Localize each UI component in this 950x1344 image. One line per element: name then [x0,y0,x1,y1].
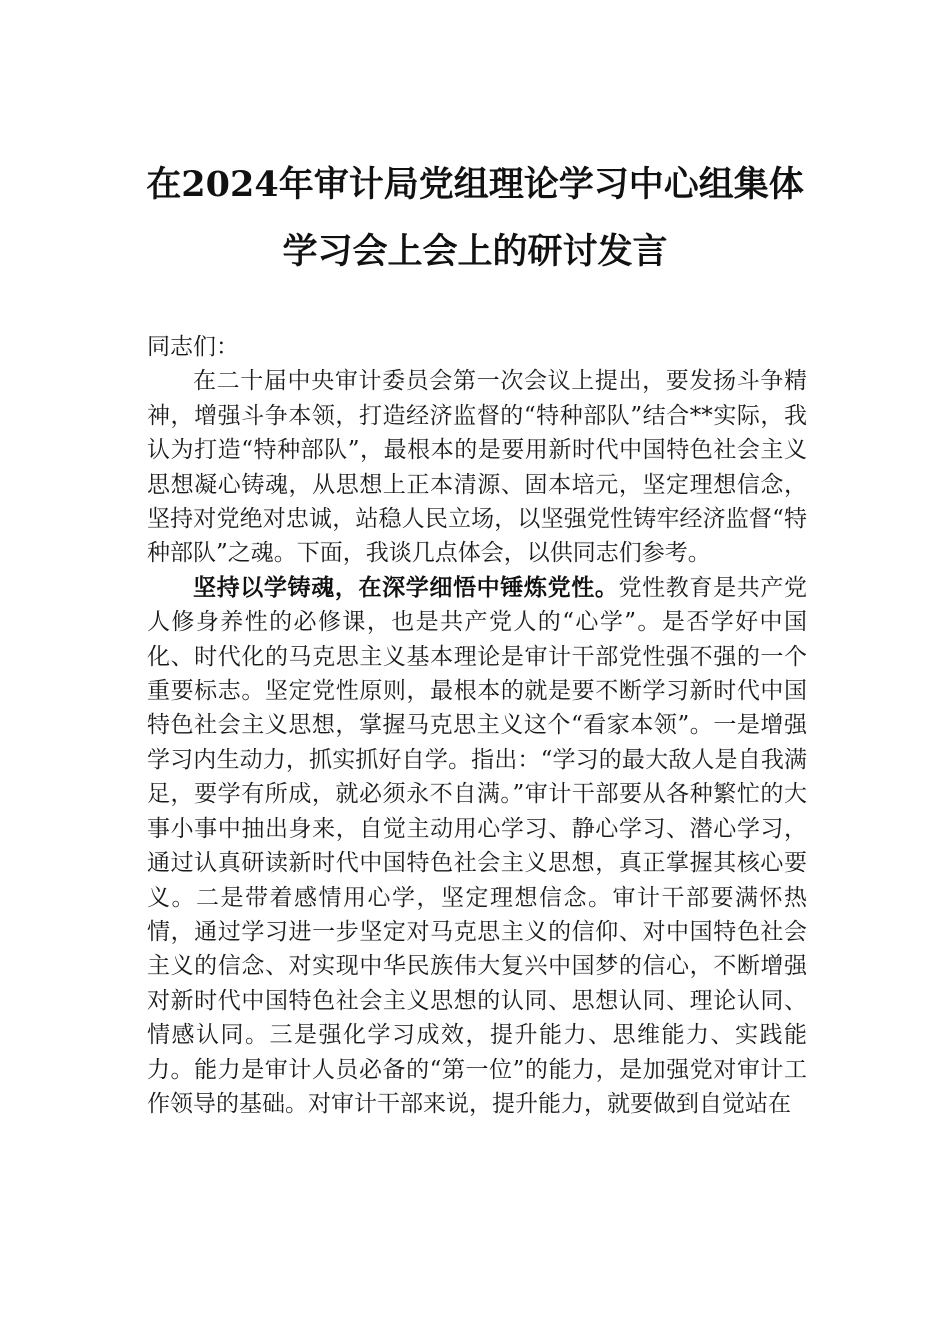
document-title-line-1: 在2024年审计局党组理论学习中心组集体 [146,164,804,205]
paragraph-lead: 坚持以学铸魂，在深学细悟中锤炼党性。 [193,574,619,601]
document-title-line-2: 学习会上会上的研讨发言 [282,231,668,272]
paragraph-study [147,571,807,1122]
salutation: 同志们： [147,334,239,360]
paragraph-text: 在二十届中央审计委员会第一次会议上提出，要发扬斗争精神，增强斗争本领，打造经济监督的“特种部队”结合**实际，我认为打造“特种部队”，最根本的是要用新时代中国特色社会主义思想凝心铸魂，从思想上正本清源、固本培元，坚定理想信念，坚持对党绝对忠诚，站稳人民立场，以坚强党性铸牢经济监督“特种部队”之魂。下面，我谈几点体会，以供同志们参考。 [147,368,807,567]
document-body [147,330,807,1121]
paragraph-intro [147,364,807,570]
paragraph-text: 党性教育是共产党人修身养性的必修课，也是共产党人的“心学”。是否学好中国化、时代化的马克思主义基本理论是审计干部党性强不强的一个重要标志。坚定党性原则，最根本的就是要不断学习新时代中国特色社会主义思想，掌握马克思主义这个“看家本领”。一是增强学习内生动力，抓实抓好自学。指出：“学习的最大敌人是自我满足，要学有所成，就必须永不自满。”审计干部要从各种繁忙的大事小事中抽出身来，自觉主动用心学习、静心学习、潜心学习，通过认真研读新时代中国特色社会主义思想，真正掌握其核心要义。二是带着感情用心学，坚定理想信念。审计干部要满怀热情，通过学习进一步坚定对马克思主义的信仰、对中国特色社会主义的信念、对实现中华民族伟大复兴中国梦的信心，不断增强对新时代中国特色社会主义思想的认同、思想认同、理论认同、情感认同。三是强化学习成效，提升能力、思维能力、实践能力。能力是审计人员必备的“第一位”的能力，是加强党对审计工作领导的基础。对审计干部来说，提升能力，就要做到自觉站在 [147,574,808,1117]
